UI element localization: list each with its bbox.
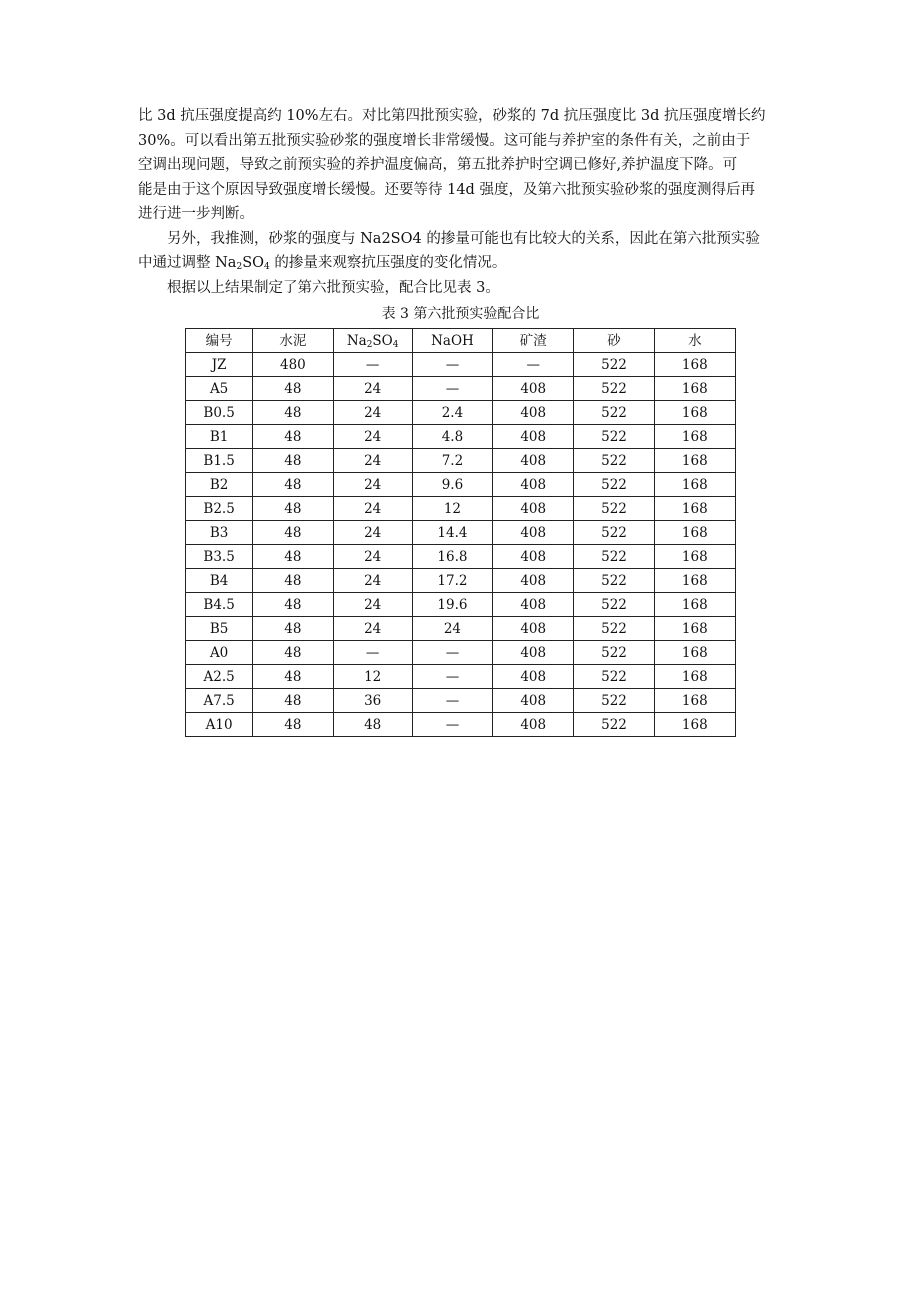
table-cell: 522 — [574, 593, 654, 617]
table-cell: 522 — [574, 689, 654, 713]
table-cell: 24 — [333, 449, 412, 473]
table-row — [186, 377, 736, 401]
table-row — [186, 473, 736, 497]
table-cell: 4.8 — [412, 425, 492, 449]
table-cell: 24 — [333, 425, 412, 449]
table-cell: 48 — [253, 713, 333, 737]
table-cell: B4.5 — [186, 593, 253, 617]
header-cell: 水泥 — [253, 329, 333, 353]
text-line: 空调出现问题，导致之前预实验的养护温度偏高，第五批养护时空调已修好,养护温度下降。可 — [138, 157, 738, 173]
table-cell: 408 — [493, 425, 574, 449]
table-cell: — — [412, 689, 492, 713]
table-cell: 24 — [333, 377, 412, 401]
table-row — [186, 353, 736, 377]
table-cell: 168 — [654, 641, 735, 665]
table-cell: 522 — [574, 449, 654, 473]
table-cell: A2.5 — [186, 665, 253, 689]
table-cell: 24 — [333, 617, 412, 641]
table-cell: 522 — [574, 377, 654, 401]
text-line: 能是由于这个原因导致强度增长缓慢。还要等待 14d 强度，及第六批预实验砂浆的强度测得后再 — [138, 181, 755, 198]
table-cell: 48 — [253, 689, 333, 713]
table-cell: 168 — [654, 353, 735, 377]
table-cell: 408 — [493, 401, 574, 425]
text-line: 根据以上结果制定了第六批预实验，配合比见表 3。 — [167, 279, 500, 296]
table-cell: 168 — [654, 569, 735, 593]
table-cell: JZ — [186, 353, 253, 377]
table-cell: 168 — [654, 593, 735, 617]
table-cell: A10 — [186, 713, 253, 737]
text-line: 进行进一步判断。 — [138, 206, 254, 222]
header-cell: 矿渣 — [493, 329, 574, 353]
table-cell: 522 — [574, 641, 654, 665]
table-row — [186, 689, 736, 713]
table-cell: 168 — [654, 497, 735, 521]
table-cell: 17.2 — [412, 569, 492, 593]
table-cell: 24 — [333, 497, 412, 521]
table-cell: A7.5 — [186, 689, 253, 713]
table-cell: 408 — [493, 497, 574, 521]
table-cell: — — [333, 641, 412, 665]
table-row — [186, 665, 736, 689]
table-cell: 48 — [253, 425, 333, 449]
table-cell: 408 — [493, 449, 574, 473]
table-cell: 168 — [654, 689, 735, 713]
table-cell: 16.8 — [412, 545, 492, 569]
table-cell: B3 — [186, 521, 253, 545]
table-cell: 48 — [253, 641, 333, 665]
table-cell: B2.5 — [186, 497, 253, 521]
table-cell: 19.6 — [412, 593, 492, 617]
table-cell: — — [412, 353, 492, 377]
table-row — [186, 521, 736, 545]
table-cell: 24 — [333, 593, 412, 617]
document-body — [138, 104, 783, 326]
table-cell: — — [412, 641, 492, 665]
table-cell: B2 — [186, 473, 253, 497]
header-cell: 砂 — [574, 329, 654, 353]
table-cell: B3.5 — [186, 545, 253, 569]
table-cell: 12 — [333, 665, 412, 689]
table-cell: — — [412, 377, 492, 401]
table-row — [186, 713, 736, 737]
paragraph-3 — [138, 276, 783, 301]
table-cell: 24 — [333, 545, 412, 569]
table-cell: 522 — [574, 617, 654, 641]
text-line: 比 3d 抗压强度提高约 10%左右。对比第四批预实验，砂浆的 7d 抗压强度比 3d 抗压强度增长约 — [138, 108, 766, 124]
table-cell: 522 — [574, 497, 654, 521]
table-cell: 168 — [654, 665, 735, 689]
table-cell: 168 — [654, 545, 735, 569]
table-row — [186, 641, 736, 665]
header-cell: NaOH — [412, 329, 492, 353]
table-cell: — — [333, 353, 412, 377]
table-cell: 522 — [574, 569, 654, 593]
table-cell: 2.4 — [412, 401, 492, 425]
table-cell: 408 — [493, 545, 574, 569]
table-cell: 522 — [574, 521, 654, 545]
table-header-row — [186, 329, 736, 353]
table-cell: 48 — [253, 665, 333, 689]
table-cell: B0.5 — [186, 401, 253, 425]
text-line: 30%。可以看出第五批预实验砂浆的强度增长非常缓慢。这可能与养护室的条件有关，之前由于 — [138, 132, 751, 149]
table-row — [186, 497, 736, 521]
table-cell: — — [412, 713, 492, 737]
table-cell: 168 — [654, 425, 735, 449]
table-cell: A5 — [186, 377, 253, 401]
table-cell: 48 — [253, 545, 333, 569]
table-cell: 24 — [333, 473, 412, 497]
table-cell: 24 — [333, 569, 412, 593]
text-line: 中通过调整 $Na_2SO_4$ 的掺量来观察抗压强度的变化情况。 — [138, 255, 507, 272]
table-cell: 7.2 — [412, 449, 492, 473]
table-cell: 48 — [253, 521, 333, 545]
table-cell: 48 — [253, 497, 333, 521]
paragraph-2 — [138, 227, 783, 276]
table-cell: 48 — [253, 449, 333, 473]
table-cell: 12 — [412, 497, 492, 521]
table-row — [186, 449, 736, 473]
table-cell: 522 — [574, 713, 654, 737]
table-cell: 408 — [493, 713, 574, 737]
table-cell: 408 — [493, 617, 574, 641]
table-cell: 408 — [493, 665, 574, 689]
table-cell: 408 — [493, 521, 574, 545]
table-cell: 522 — [574, 401, 654, 425]
table-cell: 480 — [253, 353, 333, 377]
table-row — [186, 425, 736, 449]
table-cell: 48 — [253, 473, 333, 497]
text-line: 另外，我推测，砂浆的强度与 Na2SO4 的掺量可能也有比较大的关系，因此在第六批预实验 — [167, 230, 760, 247]
table-cell: 408 — [493, 569, 574, 593]
table-cell: B1 — [186, 425, 253, 449]
header-cell: $Na_2SO_4$ — [333, 329, 412, 353]
table-cell: — — [493, 353, 574, 377]
table-cell: 408 — [493, 641, 574, 665]
table-cell: 408 — [493, 377, 574, 401]
table-cell: 14.4 — [412, 521, 492, 545]
table-cell: 168 — [654, 713, 735, 737]
table-row — [186, 569, 736, 593]
table-cell: B1.5 — [186, 449, 253, 473]
table-cell: — — [412, 665, 492, 689]
table-row — [186, 617, 736, 641]
table-cell: 522 — [574, 425, 654, 449]
table-cell: 168 — [654, 401, 735, 425]
table-cell: 36 — [333, 689, 412, 713]
table-cell: 9.6 — [412, 473, 492, 497]
table-cell: 168 — [654, 449, 735, 473]
table-cell: 522 — [574, 353, 654, 377]
table-cell: 24 — [333, 521, 412, 545]
table-cell: 48 — [253, 401, 333, 425]
table-cell: A0 — [186, 641, 253, 665]
table-cell: 24 — [333, 401, 412, 425]
table-cell: 48 — [333, 713, 412, 737]
table-cell: 48 — [253, 569, 333, 593]
table-cell: B4 — [186, 569, 253, 593]
table-row — [186, 545, 736, 569]
table-caption: 表 3 第六批预实验配合比 — [381, 306, 540, 322]
table-cell: 48 — [253, 593, 333, 617]
table-cell: 408 — [493, 593, 574, 617]
table-cell: B5 — [186, 617, 253, 641]
table-cell: 168 — [654, 473, 735, 497]
header-cell: 编号 — [186, 329, 253, 353]
table-cell: 408 — [493, 473, 574, 497]
table-cell: 168 — [654, 617, 735, 641]
table-cell: 168 — [654, 521, 735, 545]
table-cell: 24 — [412, 617, 492, 641]
table-cell: 522 — [574, 473, 654, 497]
header-cell: 水 — [654, 329, 735, 353]
table-cell: 522 — [574, 665, 654, 689]
table-cell: 408 — [493, 689, 574, 713]
table-cell: 48 — [253, 377, 333, 401]
table-row — [186, 401, 736, 425]
paragraph-1 — [138, 104, 783, 227]
table-cell: 48 — [253, 617, 333, 641]
table-cell: 168 — [654, 377, 735, 401]
table-row — [186, 593, 736, 617]
table-cell: 522 — [574, 545, 654, 569]
mix-ratio-table — [185, 328, 736, 737]
